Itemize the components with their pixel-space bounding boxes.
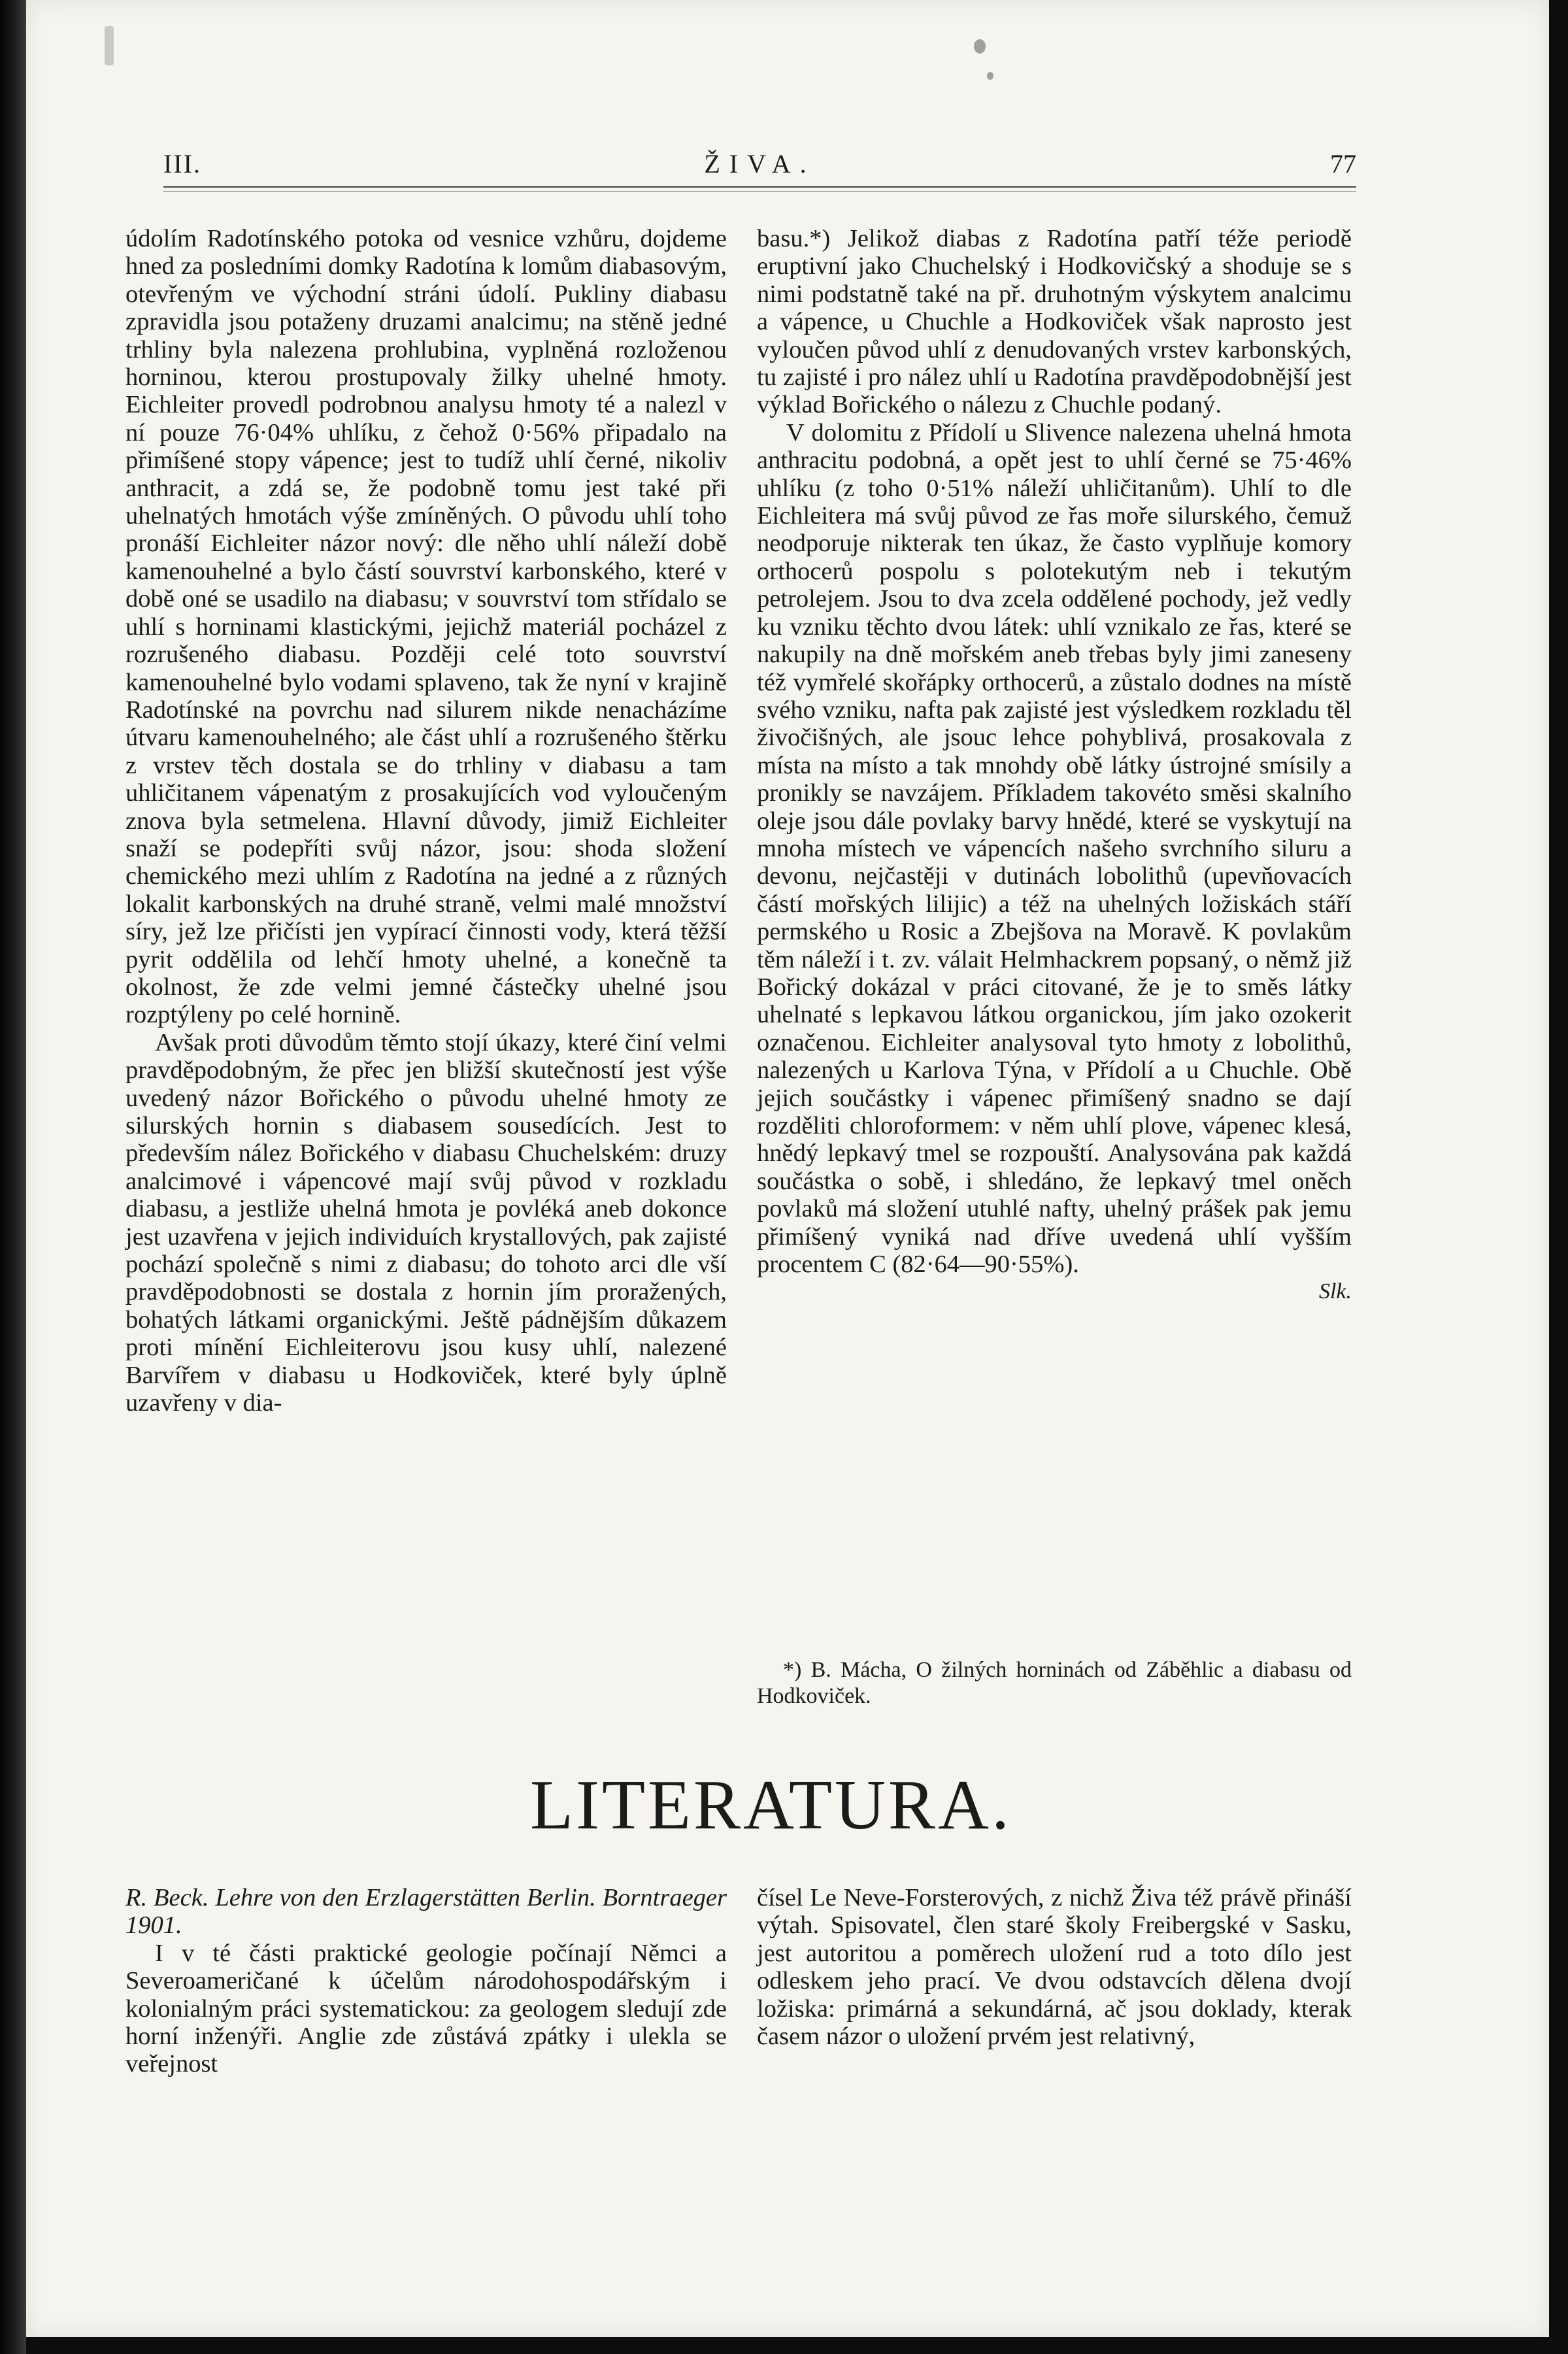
footnote <box>757 1657 1352 1709</box>
author-signature: Slk. <box>1318 1279 1352 1304</box>
chapter-number: III. <box>163 149 201 178</box>
literature-heading: LITERATURA. <box>530 1766 1012 1844</box>
paragraph: I v té části praktické geologie počínají Němci a Severoameričané k účelům národohospodářským i kolonialným práci systematickou: za geologem sledují zde horní inženýři. Anglie zde zůstává zpátky i ulekla se veřejnost <box>125 1939 727 2078</box>
paragraph: údolím Radotínského potoka od vesnice vzhůru, dojdeme hned za posledními domky Radotína k lomům diabasovým, otevřeným ve východní stráni údolí. Pukliny diabasu zpravidla jsou potaženy druzami analcimu; na stěně jedné trhliny byla nalezena prohlubina, vyplněná rozloženou horninou, kterou prostupovaly žilky uhelné hmoty. Eichleiter provedl podrobnou analysu hmoty té a nalezl v ní pouze 76·04% uhlíku, z čehož 0·56% připadalo na přimíšené stopy vápence; jest to tudíž uhlí černé, nikoliv anthracit, a zdá se, že podobně tomu jest také při uhelnatých hmotách výše zmíněných. O původu uhlí toho pronáší Eichleiter názor nový: dle něho uhlí náleží době kamenouhelné a bylo částí souvrství karbonského, které v době oné se usadilo na diabasu; v souvrství tom střídalo se uhlí s horninami klastickými, jejichž materiál pocházel z rozrušeného diabasu. Později celé toto souvrství kamenouhelné bylo vodami splaveno, tak že nyní v krajině Radotínské na povrchu nad silurem nikde nenacházíme útvaru kamenouhelného; ale část uhlí a rozrušeného štěrku z vrstev těch dostala se do trhliny v diabasu a tam uhličitanem vápenatým z prosakujících vod vyloučeným znova byla setmelena. Hlavní důvody, jimiž Eichleiter snaží se podepříti svůj názor, jsou: shoda složení chemického mezi uhlím z Radotína na jedné a z různých lokalit karbonských na druhé straně, velmi malé množství síry, jež lze přičísti jen vypírací činnosti vody, která těžší pyrit oddělila od lehčí hmoty uhelné, a konečně ta okolnost, že zde velmi jemné částečky uhelné jsou rozptýleny po celé hornině. <box>125 225 727 1029</box>
scan-speck <box>987 72 993 80</box>
journal-title: ŽIVA. <box>704 149 816 178</box>
page-number: 77 <box>1330 149 1356 178</box>
scan-speck <box>974 39 986 54</box>
footnote-text: *) B. Mácha, O žilných horninách od Záběhlic a diabasu od Hodkoviček. <box>757 1658 1352 1708</box>
scan-speck <box>105 26 114 65</box>
running-header <box>163 141 1356 186</box>
scan-edge <box>0 0 26 2354</box>
header-rule <box>163 186 1356 192</box>
article-column-right <box>757 225 1352 1306</box>
article-column-left <box>125 225 727 1417</box>
paragraph: V dolomitu z Přídolí u Slivence nalezena uhelná hmota anthracitu podobná, a opět jest to uhlí černé se 75·46% uhlíku (z toho 0·51% náleží uhličitanům). Uhlí to dle Eichleitera má svůj původ ze řas moře silurského, čemuž neodporuje nikterak ten úkaz, že často vyplňuje komory orthocerů pospolu s polotekutým neb i tekutým petrolejem. Jsou to dva zcela oddělené pochody, jež vedly ku vzniku těchto dvou látek: uhlí vznikalo ze řas, které se nakupily na dně mořském aneb třebas byly jimi zaneseny též vymřelé skořápky orthocerů, a zůstalo dodnes na místě svého vzniku, nafta pak zajisté jest výsledkem rozkladu těl živočišných, ale jsouc lehce pohyblivá, prosakovala z místa na místo a tak mnohdy obě látky ústrojné smísily a pronikly se navzájem. Příkladem takovéto směsi skalního oleje jsou dále povlaky barvy hnědé, které se vyskytují na mnoha místech ve vápencích našeho svrchního siluru a devonu, nejčastěji v dutinách lobolithů (upevňovacích částí mořských lilijic) a též na uhelných ložiskách stáří permského u Rosic a Zbejšova na Moravě. K povlakům těm náleží i t. zv. válait Helmhackrem popsaný, o němž již Bořický dokázal v práci citované, že je to směs látky uhelnaté s lepkavou látkou organickou, jím jako ozokerit označenou. Eichleiter analysoval tyto hmoty z lobolithů, nalezených u Karlova Týna, v Přídolí a u Chuchle. Obě jejich součástky i vápenec přimíšený snadno se dají rozděliti chloroformem: v něm uhlí plove, vápenec klesá, hnědý lepkavý tmel se rozpouští. Analysována pak každá součástka o sobě, i shledáno, že lepkavý tmel oněch povlaků má složení utuhlé nafty, uhelný prášek pak jemu přimíšený vyniká nad dříve uvedená uhlí vyšším procentem C (82·64—90·55%). <box>757 418 1352 1279</box>
book-citation: R. Beck. Lehre von den Erzlagerstätten Berlin. Borntraeger 1901. <box>125 1884 727 1940</box>
literature-column-right <box>757 1884 1352 2050</box>
paragraph: basu.*) Jelikož diabas z Radotína patří téže periodě eruptivní jako Chuchelský i Hodkovičský a shoduje se s nimi podstatně také na př. druhotným výskytem analcimu a vápence, u Chuchle a Hodkoviček však naprosto jest vyloučen původ uhlí z denudovaných vrstev karbonských, tu zajisté i pro nález uhlí u Radotína pravděpodobnější jest výklad Bořického o nálezu z Chuchle podaný. <box>757 225 1352 419</box>
literature-column-left <box>125 1884 727 2078</box>
paragraph: Avšak proti důvodům těmto stojí úkazy, které činí velmi pravděpodobným, že přec jen bližší skutečností jest výše uvedený názor Bořického o původu uhelné hmoty ze silurských hornin s diabasem sousedících. Jest to především nález Bořického v diabasu Chuchelském: druzy analcimové i vápencové mají svůj původ v rozkladu diabasu, a jestliže uhelná hmota je povléká aneb dokonce jest uzavřena v jejich individuích krystallových, pak zajisté pochází společně s nimi z diabasu; do tohoto arci dle vší pravděpodobnosti se dostala z hornin jím proražených, bohatých látkami organickými. Ještě pádnějším důkazem proti mínění Eichleiterovu jsou kusy uhlí, nalezené Barvířem v diabasu u Hodkoviček, které byly úplně uzavřeny v dia- <box>125 1028 727 1417</box>
paragraph: čísel Le Neve-Forsterových, z nichž Živa též právě přináší výtah. Spisovatel, člen staré školy Freibergské v Sasku, jest autoritou a poměrech uložení rud a toto dílo jest odleskem jeho prací. Ve dvou odstavcích dělena dvojí ložiska: primárná a sekundárná, ač jsou doklady, kterak časem názor o uložení prvém jest relativný, <box>757 1884 1352 2051</box>
section-heading <box>0 1765 1568 1846</box>
